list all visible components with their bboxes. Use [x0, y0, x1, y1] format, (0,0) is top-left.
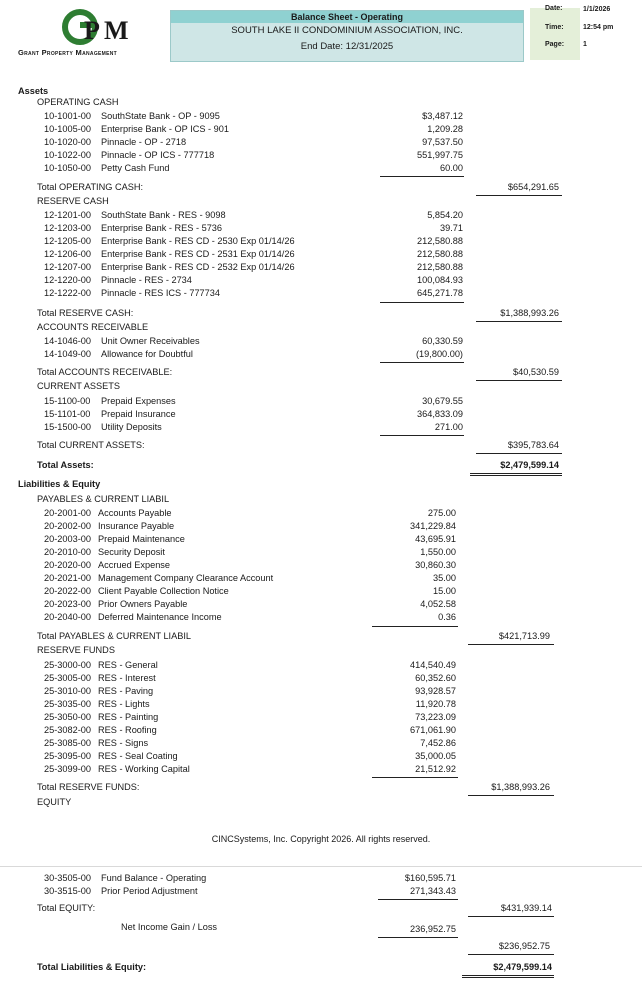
account-name: Prior Period Adjustment: [101, 886, 198, 896]
account-amount: 364,833.09: [417, 409, 463, 419]
account-code: 10-1020-00: [44, 137, 91, 147]
assets-heading: Assets: [18, 86, 49, 96]
total-line: [476, 321, 562, 322]
report-meta: [530, 8, 580, 60]
account-amount: 271.00: [434, 422, 463, 432]
account-name: Enterprise Bank - RES CD - 2530 Exp 01/14/26: [101, 236, 295, 246]
account-amount: $3,487.12: [422, 111, 463, 121]
page-label: Page:: [545, 41, 565, 48]
total-line: [468, 916, 554, 917]
total-label: Total RESERVE FUNDS:: [37, 782, 140, 792]
account-name: RES - Interest: [98, 673, 156, 683]
account-name: Petty Cash Fund: [101, 163, 170, 173]
net-income-label: Net Income Gain / Loss: [121, 922, 218, 932]
subtotal-line: [380, 176, 464, 177]
section-heading: PAYABLES & CURRENT LIABIL: [37, 494, 170, 504]
account-code: 12-1203-00: [44, 223, 91, 233]
account-amount: 212,580.88: [417, 262, 463, 272]
account-amount: 100,084.93: [417, 275, 463, 285]
account-name: Insurance Payable: [98, 521, 175, 531]
account-code: 20-2003-00: [44, 534, 91, 544]
account-code: 10-1050-00: [44, 163, 91, 173]
account-amount: 39.71: [440, 223, 463, 233]
account-code: 12-1205-00: [44, 236, 91, 246]
account-amount: 60,352.60: [415, 673, 456, 683]
account-name: Unit Owner Receivables: [101, 336, 200, 346]
total-amount: $1,388,993.26: [500, 308, 559, 318]
time-value: 12:54 pm: [583, 24, 614, 31]
total-label: Total EQUITY:: [37, 903, 96, 913]
account-amount: 35.00: [433, 573, 456, 583]
report-title-box: [170, 10, 524, 62]
section-heading: ACCOUNTS RECEIVABLE: [37, 322, 149, 332]
subtotal-line: [380, 302, 464, 303]
account-amount: 60,330.59: [422, 336, 463, 346]
grand-total-amount: $2,479,599.14: [493, 962, 552, 972]
account-amount: 5,854.20: [427, 210, 463, 220]
net-income-amount: 236,952.75: [410, 924, 456, 934]
account-amount: 15.00: [433, 586, 456, 596]
account-code: 14-1049-00: [44, 349, 91, 359]
svg-text:P: P: [84, 16, 100, 45]
account-amount: 60.00: [440, 163, 463, 173]
account-name: RES - Lights: [98, 699, 150, 709]
account-amount: 93,928.57: [415, 686, 456, 696]
subtotal-line: [372, 626, 458, 627]
liabilities-heading: Liabilities & Equity: [18, 479, 101, 489]
page-value: 1: [583, 41, 587, 48]
account-code: 20-2020-00: [44, 560, 91, 570]
account-amount: 0.36: [438, 612, 456, 622]
net-income-total: $236,952.75: [498, 941, 550, 951]
account-code: 25-3035-00: [44, 699, 91, 709]
account-amount: 271,343.43: [410, 886, 456, 896]
account-name: Prepaid Expenses: [101, 396, 176, 406]
account-code: 20-2023-00: [44, 599, 91, 609]
account-code: 25-3005-00: [44, 673, 91, 683]
total-amount: $421,713.99: [498, 631, 550, 641]
account-amount: 21,512.92: [415, 764, 456, 774]
total-label: Total PAYABLES & CURRENT LIABIL: [37, 631, 192, 641]
account-code: 20-2010-00: [44, 547, 91, 557]
account-amount: 73,223.09: [415, 712, 456, 722]
grand-total-label: Total Liabilities & Equity:: [37, 962, 147, 972]
account-code: 25-3095-00: [44, 751, 91, 761]
account-name: RES - Paving: [98, 686, 154, 696]
account-code: 25-3050-00: [44, 712, 91, 722]
account-code: 10-1005-00: [44, 124, 91, 134]
account-amount: 11,920.78: [415, 699, 456, 709]
account-amount: 1,550.00: [420, 547, 456, 557]
company-name: Grant Property Management: [18, 48, 118, 57]
date-label: Date:: [545, 5, 563, 12]
account-name: Pinnacle - OP - 2718: [101, 137, 187, 147]
section-heading: RESERVE FUNDS: [37, 645, 115, 655]
account-name: Allowance for Doubtful: [101, 349, 193, 359]
account-code: 30-3515-00: [44, 886, 91, 896]
account-amount: 43,695.91: [415, 534, 456, 544]
total-line: [468, 795, 554, 796]
total-label: Total CURRENT ASSETS:: [37, 440, 145, 450]
account-amount: (19,800.00): [416, 349, 463, 359]
page-break: [0, 866, 642, 867]
end-date: End Date: 12/31/2025: [300, 41, 394, 52]
account-code: 15-1100-00: [44, 396, 91, 406]
account-name: Enterprise Bank - OP ICS - 901: [101, 124, 230, 134]
account-code: 12-1222-00: [44, 288, 91, 298]
account-name: Management Company Clearance Account: [98, 573, 274, 583]
account-name: Pinnacle - RES - 2734: [101, 275, 192, 285]
section-heading: OPERATING CASH: [37, 97, 119, 107]
account-amount: 7,452.86: [420, 738, 456, 748]
total-amount: $40,530.59: [513, 367, 559, 377]
grand-total-line: [470, 473, 562, 476]
account-code: 20-2001-00: [44, 508, 91, 518]
account-name: Deferred Maintenance Income: [98, 612, 222, 622]
account-code: 20-2040-00: [44, 612, 91, 622]
account-name: RES - Roofing: [98, 725, 157, 735]
account-code: 25-3082-00: [44, 725, 91, 735]
account-amount: $160,595.71: [404, 873, 456, 883]
total-label: Total ACCOUNTS RECEIVABLE:: [37, 367, 173, 377]
account-code: 12-1206-00: [44, 249, 91, 259]
account-name: Client Payable Collection Notice: [98, 586, 229, 596]
account-code: 25-3085-00: [44, 738, 91, 748]
total-line: [476, 195, 562, 196]
company-logo: [18, 8, 168, 58]
account-code: 12-1201-00: [44, 210, 91, 220]
account-amount: 341,229.84: [410, 521, 456, 531]
total-amount: $431,939.14: [500, 903, 552, 913]
association-name: SOUTH LAKE II CONDOMINIUM ASSOCIATION, INC.: [231, 25, 463, 36]
account-code: 12-1207-00: [44, 262, 91, 272]
account-code: 14-1046-00: [44, 336, 91, 346]
account-name: Accounts Payable: [98, 508, 172, 518]
total-assets-amount: $2,479,599.14: [500, 460, 559, 470]
subtotal-line: [378, 937, 458, 938]
account-code: 25-3010-00: [44, 686, 91, 696]
date-value: 1/1/2026: [583, 6, 611, 13]
account-amount: 35,000.05: [415, 751, 456, 761]
account-name: Enterprise Bank - RES CD - 2532 Exp 01/14/26: [101, 262, 295, 272]
account-code: 30-3505-00: [44, 873, 91, 883]
account-name: Prepaid Maintenance: [98, 534, 185, 544]
account-amount: 414,540.49: [410, 660, 456, 670]
account-code: 15-1500-00: [44, 422, 91, 432]
account-name: Fund Balance - Operating: [101, 873, 207, 883]
account-amount: 645,271.78: [417, 288, 463, 298]
account-name: Accrued Expense: [98, 560, 171, 570]
account-code: 25-3000-00: [44, 660, 91, 670]
account-amount: 212,580.88: [417, 249, 463, 259]
time-label: Time:: [545, 24, 564, 31]
account-name: Enterprise Bank - RES CD - 2531 Exp 01/14/26: [101, 249, 295, 259]
account-amount: 1,209.28: [427, 124, 463, 134]
account-name: Utility Deposits: [101, 422, 162, 432]
account-amount: 275.00: [427, 508, 456, 518]
account-amount: 551,997.75: [417, 150, 463, 160]
copyright-footer: CINCSystems, Inc. Copyright 2026. All rights reserved.: [211, 834, 431, 844]
report-title: Balance Sheet - Operating: [290, 12, 404, 22]
subtotal-line: [378, 899, 458, 900]
total-amount: $1,388,993.26: [491, 782, 550, 792]
section-heading: RESERVE CASH: [37, 196, 109, 206]
account-name: Pinnacle - RES ICS - 777734: [101, 288, 220, 298]
account-name: Prior Owners Payable: [98, 599, 188, 609]
account-code: 20-2021-00: [44, 573, 91, 583]
total-line: [476, 453, 562, 454]
account-code: 20-2022-00: [44, 586, 91, 596]
total-line: [468, 644, 554, 645]
account-amount: 30,860.30: [415, 560, 456, 570]
total-amount: $654,291.65: [507, 182, 559, 192]
account-name: Enterprise Bank - RES - 5736: [101, 223, 223, 233]
account-name: SouthState Bank - RES - 9098: [101, 210, 226, 220]
account-name: RES - Working Capital: [98, 764, 190, 774]
account-code: 10-1001-00: [44, 111, 91, 121]
total-assets-label: Total Assets:: [37, 460, 94, 470]
subtotal-line: [372, 777, 458, 778]
account-amount: 97,537.50: [422, 137, 463, 147]
section-heading: CURRENT ASSETS: [37, 381, 121, 391]
total-line: [468, 954, 554, 955]
account-name: RES - Painting: [98, 712, 159, 722]
account-code: 15-1101-00: [44, 409, 91, 419]
account-amount: 212,580.88: [417, 236, 463, 246]
account-name: RES - General: [98, 660, 158, 670]
account-code: 10-1022-00: [44, 150, 91, 160]
subtotal-line: [380, 362, 464, 363]
total-amount: $395,783.64: [507, 440, 559, 450]
account-name: RES - Signs: [98, 738, 149, 748]
account-amount: 671,061.90: [410, 725, 456, 735]
account-code: 25-3099-00: [44, 764, 91, 774]
subtotal-line: [380, 435, 464, 436]
total-label: Total OPERATING CASH:: [37, 182, 144, 192]
account-code: 12-1220-00: [44, 275, 91, 285]
grand-total-line: [462, 975, 554, 978]
account-name: SouthState Bank - OP - 9095: [101, 111, 220, 121]
account-amount: 30,679.55: [422, 396, 463, 406]
equity-heading: EQUITY: [37, 797, 72, 807]
account-name: RES - Seal Coating: [98, 751, 178, 761]
account-name: Pinnacle - OP ICS - 777718: [101, 150, 215, 160]
account-name: Prepaid Insurance: [101, 409, 176, 419]
svg-text:M: M: [104, 16, 129, 45]
account-name: Security Deposit: [98, 547, 165, 557]
account-amount: 4,052.58: [420, 599, 456, 609]
total-line: [476, 380, 562, 381]
total-label: Total RESERVE CASH:: [37, 308, 134, 318]
account-code: 20-2002-00: [44, 521, 91, 531]
